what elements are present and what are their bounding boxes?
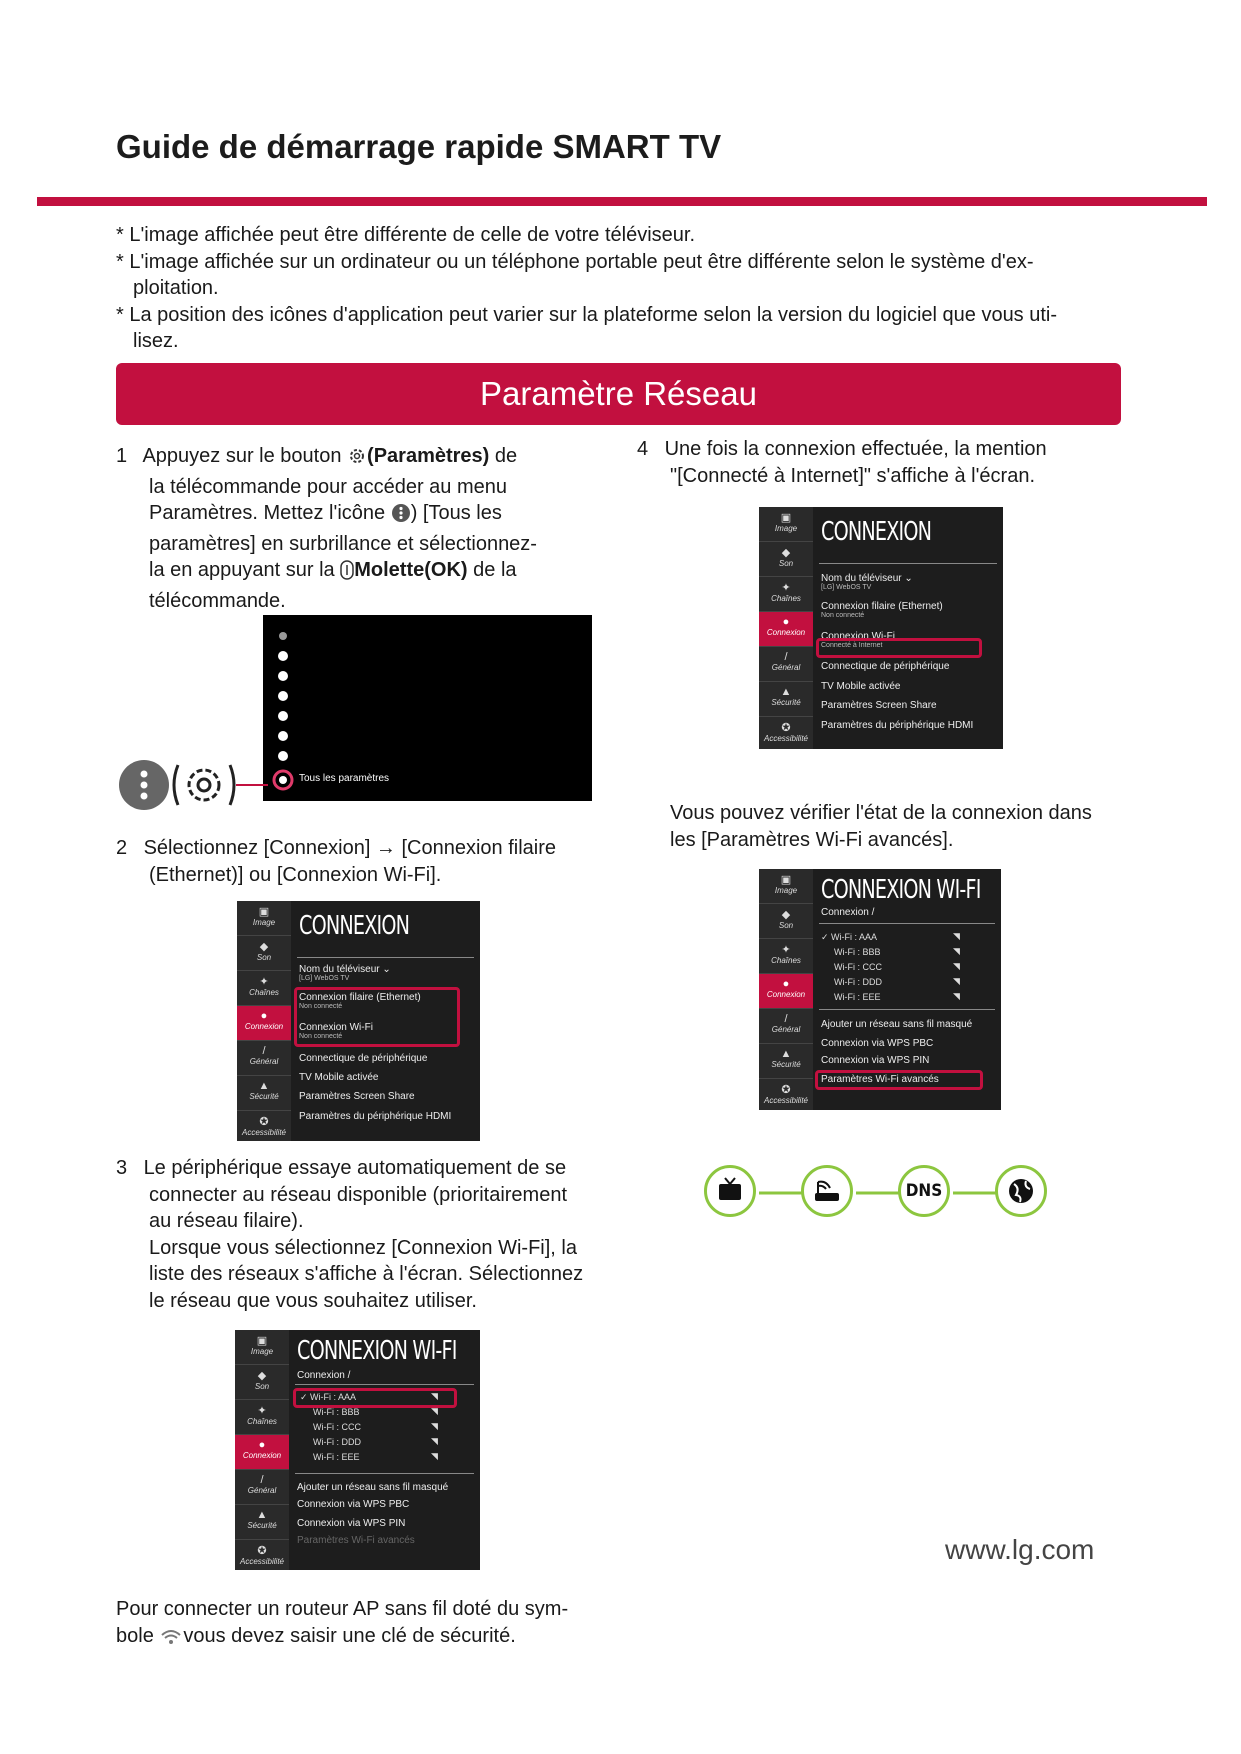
wifi-network-item: Wi-Fi : DDD (313, 1437, 361, 1447)
menu-heading: CONNEXION WI-FI (297, 1336, 457, 1366)
step-number: 1 (116, 445, 128, 467)
wired-connection-item: Connexion filaire (Ethernet) Non connecté (821, 601, 943, 619)
wifi-signal-icon: ◥ (953, 946, 960, 956)
hidden-network-item: Ajouter un réseau sans fil masqué (297, 1482, 449, 1493)
step-text: bole (116, 1624, 160, 1647)
tv-name-item: Nom du téléviseur ⌄ [LG] WebOS TV (821, 573, 913, 591)
page-title: Guide de démarrage rapide SMART TV (116, 128, 722, 165)
sidebar-item-connexion: ● Connexion (235, 1435, 289, 1470)
wifi-signal-icon: ◥ (953, 931, 960, 941)
wifi-signal-icon: ◥ (953, 991, 960, 1001)
screenshare-item: Paramètres Screen Share (299, 1091, 415, 1102)
sidebar-item-general: / Général (759, 1009, 813, 1044)
sidebar-item-son: ◆ Son (759, 904, 813, 939)
step-text: liste des réseaux s'affiche à l'écran. Sélectionnez (149, 1263, 584, 1285)
sidebar-item-chaines: ✦ Chaînes (759, 577, 813, 612)
step-text: au réseau filaire). (149, 1210, 304, 1232)
sidebar-item-image: ▣ Image (759, 507, 813, 542)
wifi-network-item: Wi-Fi : BBB (313, 1407, 360, 1417)
step-text: Pour connecter un routeur AP sans fil doté du sym- (116, 1598, 569, 1620)
sidebar-item-image: ▣ Image (235, 1330, 289, 1365)
sidebar-item-chaines: ✦ Chaînes (235, 1400, 289, 1435)
step-text: (Ethernet)] ou [Connexion Wi-Fi]. (149, 863, 442, 886)
advanced-wifi-item: Paramètres Wi-Fi avancés (297, 1535, 415, 1546)
wifi-signal-icon: ◥ (431, 1436, 438, 1446)
step-text: de (489, 445, 518, 467)
sidebar-item-securite: ▲ Sécurité (759, 1044, 813, 1079)
sidebar-item-general: / Général (759, 647, 813, 682)
step-number: 2 (116, 837, 128, 859)
sidebar-item-connexion: ● Connexion (759, 974, 813, 1009)
wifi-network-item: Wi-Fi : CCC (834, 962, 882, 972)
hidden-network-item: Ajouter un réseau sans fil masqué (821, 1019, 973, 1030)
security-key-note (116, 1596, 636, 1653)
step-text: connecter au réseau disponible (prioritairement (149, 1183, 568, 1206)
verify-connection-text (670, 800, 1140, 853)
note-item: * La position des icônes d'application peut varier sur la plateforme selon la version du logiciel que vous uti-lisez. (116, 304, 1058, 352)
sidebar-item-accessibilite: ✪ Accessibilité (237, 1111, 291, 1141)
breadcrumb: Connexion / (821, 907, 875, 918)
step-text: ) [Tous les (410, 502, 502, 524)
sidebar-item-chaines: ✦ Chaînes (759, 939, 813, 974)
wps-pbc-item: Connexion via WPS PBC (821, 1038, 934, 1049)
more-options-icon (391, 503, 411, 531)
step-text: Le périphérique essaye automatiquement de se (143, 1157, 567, 1179)
wifi-connection-item: Connexion Wi-Fi Non connecté (299, 1022, 373, 1040)
step-1 (116, 443, 596, 614)
tv-name-item: Nom du téléviseur ⌄ [LG] WebOS TV (299, 964, 391, 982)
sidebar-item-securite: ▲ Sécurité (237, 1076, 291, 1111)
selection-highlight (815, 1070, 983, 1090)
wifi-lock-icon (159, 1627, 183, 1654)
sidebar-item-connexion: ● Connexion (237, 1006, 291, 1041)
step-text: Lorsque vous sélectionnez [Connexion Wi-Fi], la (149, 1236, 577, 1259)
selection-highlight (294, 987, 460, 1047)
step-text: le réseau que vous souhaitez utiliser. (149, 1289, 477, 1312)
step-text: "[Connecté à Internet]" s'affiche à l'écran. (670, 464, 1036, 487)
step-text: télécommande. (149, 589, 286, 612)
selection-highlight (816, 638, 982, 658)
step-text: la télécommande pour accéder au menu (149, 475, 507, 498)
sidebar-item-son: ◆ Son (759, 542, 813, 577)
step-text: Sélectionnez [Connexion] → [Connexion filaire (143, 837, 557, 859)
wifi-signal-icon: ◥ (431, 1406, 438, 1416)
sidebar-item-accessibilite: ✪ Accessibilité (759, 717, 813, 749)
wifi-network-item: Wi-Fi : DDD (834, 977, 882, 987)
breadcrumb: Connexion / (297, 1370, 351, 1381)
settings-icon (347, 446, 367, 474)
sidebar-item-accessibilite: ✪ Accessibilité (235, 1540, 289, 1570)
step-text: Une fois la connexion effectuée, la mention (664, 438, 1047, 460)
wheel-icon (340, 560, 354, 588)
globe-icon (995, 1165, 1047, 1217)
menu-heading: CONNEXION WI-FI (821, 875, 981, 905)
wifi-network-item: Wi-Fi : EEE (313, 1452, 360, 1462)
wifi-network-item: Wi-Fi : CCC (313, 1422, 361, 1432)
wifi-network-item: Wi-Fi : BBB (834, 947, 881, 957)
wifi-network-item: Wi-Fi : EEE (834, 992, 881, 1002)
sidebar-item-chaines: ✦ Chaînes (237, 971, 291, 1006)
step-text: Appuyez sur le bouton (142, 445, 348, 467)
menu-heading: CONNEXION (821, 517, 932, 547)
tv-sidebar (759, 869, 813, 1110)
section-banner: Paramètre Réseau (116, 363, 1121, 425)
device-item: Connectique de périphérique (299, 1053, 428, 1064)
step-2 (116, 835, 596, 888)
wifi-signal-icon: ◥ (953, 961, 960, 971)
sidebar-item-general: / Général (237, 1041, 291, 1076)
mobile-item: TV Mobile activée (299, 1072, 379, 1083)
wps-pin-item: Connexion via WPS PIN (297, 1518, 406, 1529)
step-text: la en appuyant sur la (149, 559, 341, 581)
quick-settings-screen (263, 615, 592, 801)
hdmi-item: Paramètres du périphérique HDMI (299, 1111, 452, 1122)
step-text: vous devez saisir une clé de sécurité. (183, 1624, 516, 1647)
step-number: 4 (637, 438, 649, 460)
step-keyword: Molette(OK) (354, 559, 468, 581)
dns-icon: DNS (898, 1165, 950, 1217)
mobile-item: TV Mobile activée (821, 681, 901, 692)
disclaimer-notes (116, 222, 1096, 355)
step-4 (637, 436, 1117, 489)
sidebar-item-image: ▣ Image (759, 869, 813, 904)
wifi-connection-item: Connexion Wi-Fi Connecté à Internet (821, 631, 895, 649)
step-keyword: (Paramètres) (367, 445, 490, 467)
remote-buttons-illustration (118, 757, 288, 818)
wifi-network-item: ✓ Wi-Fi : AAA (300, 1392, 357, 1402)
menu-heading: CONNEXION (299, 911, 410, 941)
note-item: * L'image affichée sur un ordinateur ou un téléphone portable peut être différente selon le système d'ex-ploitation. (116, 251, 1034, 299)
website-url: www.lg.com (945, 1534, 1095, 1565)
step-text: Paramètres. Mettez l'icône (149, 502, 386, 524)
step-text: de la (467, 559, 517, 581)
wifi-network-item: ✓ Wi-Fi : AAA (821, 932, 878, 942)
tv-menu-wifi (235, 1330, 480, 1570)
wifi-signal-icon: ◥ (431, 1391, 438, 1401)
wps-pin-item: Connexion via WPS PIN (821, 1055, 930, 1066)
wps-pbc-item: Connexion via WPS PBC (297, 1499, 410, 1510)
sidebar-item-securite: ▲ Sécurité (235, 1505, 289, 1540)
wired-connection-item: Connexion filaire (Ethernet) Non connecté (299, 992, 421, 1010)
router-icon (801, 1165, 853, 1217)
selection-highlight (293, 1388, 457, 1408)
wifi-signal-icon: ◥ (953, 976, 960, 986)
sidebar-item-general: / Général (235, 1470, 289, 1505)
hdmi-item: Paramètres du périphérique HDMI (821, 720, 974, 731)
tv-icon (704, 1165, 756, 1217)
tv-menu-wifi-advanced (759, 869, 1001, 1110)
step-3 (116, 1155, 606, 1314)
title-divider (37, 197, 1207, 206)
tv-menu-connexion (237, 901, 480, 1141)
all-settings-label: Tous les paramètres (299, 773, 390, 784)
sidebar-item-image: ▣ Image (237, 901, 291, 936)
tv-sidebar (237, 901, 291, 1141)
device-item: Connectique de périphérique (821, 661, 950, 672)
screenshare-item: Paramètres Screen Share (821, 700, 937, 711)
step-text: les [Paramètres Wi-Fi avancés]. (670, 828, 954, 851)
tv-menu-connexion-connected (759, 507, 1003, 749)
sidebar-item-connexion: ● Connexion (759, 612, 813, 647)
network-chain-diagram (704, 1163, 1054, 1223)
sidebar-item-son: ◆ Son (237, 936, 291, 971)
wifi-signal-icon: ◥ (431, 1451, 438, 1461)
step-text: Vous pouvez vérifier l'état de la connexion dans (670, 802, 1092, 824)
tv-sidebar (235, 1330, 289, 1570)
sidebar-item-securite: ▲ Sécurité (759, 682, 813, 717)
advanced-wifi-item: Paramètres Wi-Fi avancés (821, 1074, 939, 1085)
wifi-signal-icon: ◥ (431, 1421, 438, 1431)
tv-sidebar (759, 507, 813, 749)
note-item: * L'image affichée peut être différente de celle de votre téléviseur. (116, 224, 696, 246)
sidebar-item-son: ◆ Son (235, 1365, 289, 1400)
step-text: paramètres] en surbrillance et sélectionnez- (149, 532, 537, 555)
step-number: 3 (116, 1157, 128, 1179)
sidebar-item-accessibilite: ✪ Accessibilité (759, 1079, 813, 1110)
